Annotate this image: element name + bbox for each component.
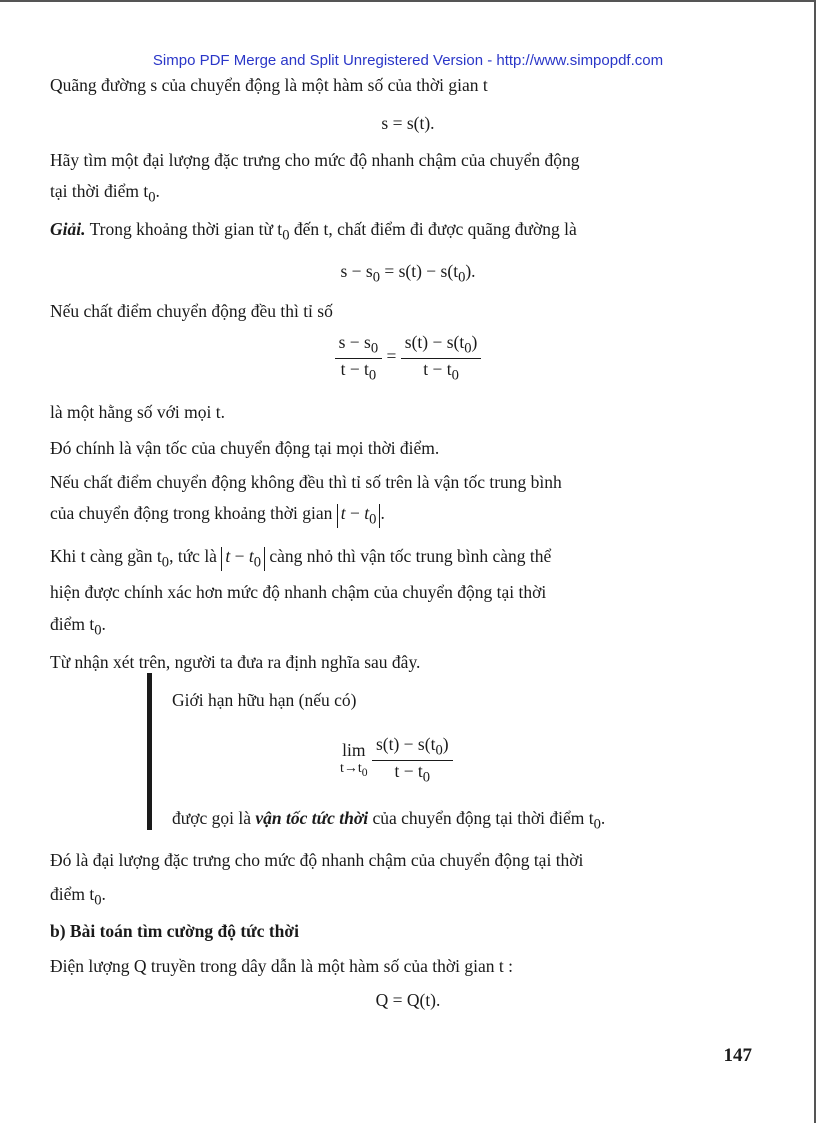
- fraction-right: $\frac{s(t) - s(t_0)}{t - t_0}$: [401, 332, 482, 384]
- formula-displacement: $s - s_0 = s(t) - s(t_0)$.: [340, 261, 476, 286]
- text-line-3: tại thời điểm $t_0$.: [50, 181, 160, 206]
- definition-line-3: được gọi là vận tốc tức thời của chuyển động tại thời điểm $t_0$.: [172, 808, 606, 833]
- formula-q: Q = Q(t).: [375, 990, 441, 1010]
- text-line-14: điểm $t_0$.: [50, 884, 106, 909]
- limit-fraction: $\frac{s(t) - s(t_0)}{t - t_0}$: [372, 734, 453, 786]
- definition-line-1: Giới hạn hữu hạn (nếu có): [172, 690, 357, 710]
- text-line-2: Hãy tìm một đại lượng đặc trưng cho mức độ nhanh chậm của chuyển động: [50, 150, 580, 170]
- text-line-9: Khi t càng gần $t_0$, tức là $t - t_0$ càng nhỏ thì vận tốc trung bình càng thể: [50, 546, 552, 571]
- instantaneous-velocity-term: vận tốc tức thời: [255, 808, 369, 828]
- text-line-10: hiện được chính xác hơn mức độ nhanh chậm của chuyển động tại thời: [50, 582, 547, 602]
- section-heading-b: b) Bài toán tìm cường độ tức thời: [50, 921, 299, 941]
- solution-line: Giải. Trong khoảng thời gian từ $t_0$ đến t, chất điểm đi được quãng đường là: [50, 219, 577, 244]
- text-line-4: Nếu chất điểm chuyển động đều thì tỉ số: [50, 301, 333, 321]
- formula-limit: [340, 734, 453, 786]
- limit-operator: lim $t\to t_0$: [340, 740, 368, 779]
- fraction-left: $\frac{s - s_0}{t - t_0}$: [335, 332, 383, 384]
- formula-ratio: $\frac{s - s_0}{t - t_0}$ = $\frac{s(t) - s(t_0)}{t - t_0}$: [0, 332, 816, 384]
- text-line-12: Từ nhận xét trên, người ta đưa ra định nghĩa sau đây.: [50, 652, 421, 672]
- text-line-1: Quãng đường s của chuyển động là một hàm số của thời gian t: [50, 75, 488, 95]
- definition-box-bar: [147, 673, 152, 830]
- page-frame-top: [0, 0, 816, 2]
- solution-label: Giải.: [50, 219, 86, 239]
- text-line-6: Đó chính là vận tốc của chuyển động tại mọi thời điểm.: [50, 438, 440, 458]
- page-number: 147: [723, 1045, 752, 1066]
- text-line-7: Nếu chất điểm chuyển động không đều thì tỉ số trên là vận tốc trung bình: [50, 472, 562, 492]
- text-line-11: điểm $t_0$.: [50, 614, 106, 639]
- text-line-15: Điện lượng Q truyền trong dây dẫn là một hàm số của thời gian t :: [50, 956, 513, 976]
- text-line-13: Đó là đại lượng đặc trưng cho mức độ nhanh chậm của chuyển động tại thời: [50, 850, 584, 870]
- text-line-8: của chuyển động trong khoảng thời gian $t - t_0$ .: [50, 503, 385, 528]
- watermark: Simpo PDF Merge and Split Unregistered Version - http://www.simpopdf.com: [152, 52, 664, 69]
- formula-s: s = s(t).: [381, 113, 435, 133]
- text-line-5: là một hằng số với mọi t.: [50, 402, 226, 422]
